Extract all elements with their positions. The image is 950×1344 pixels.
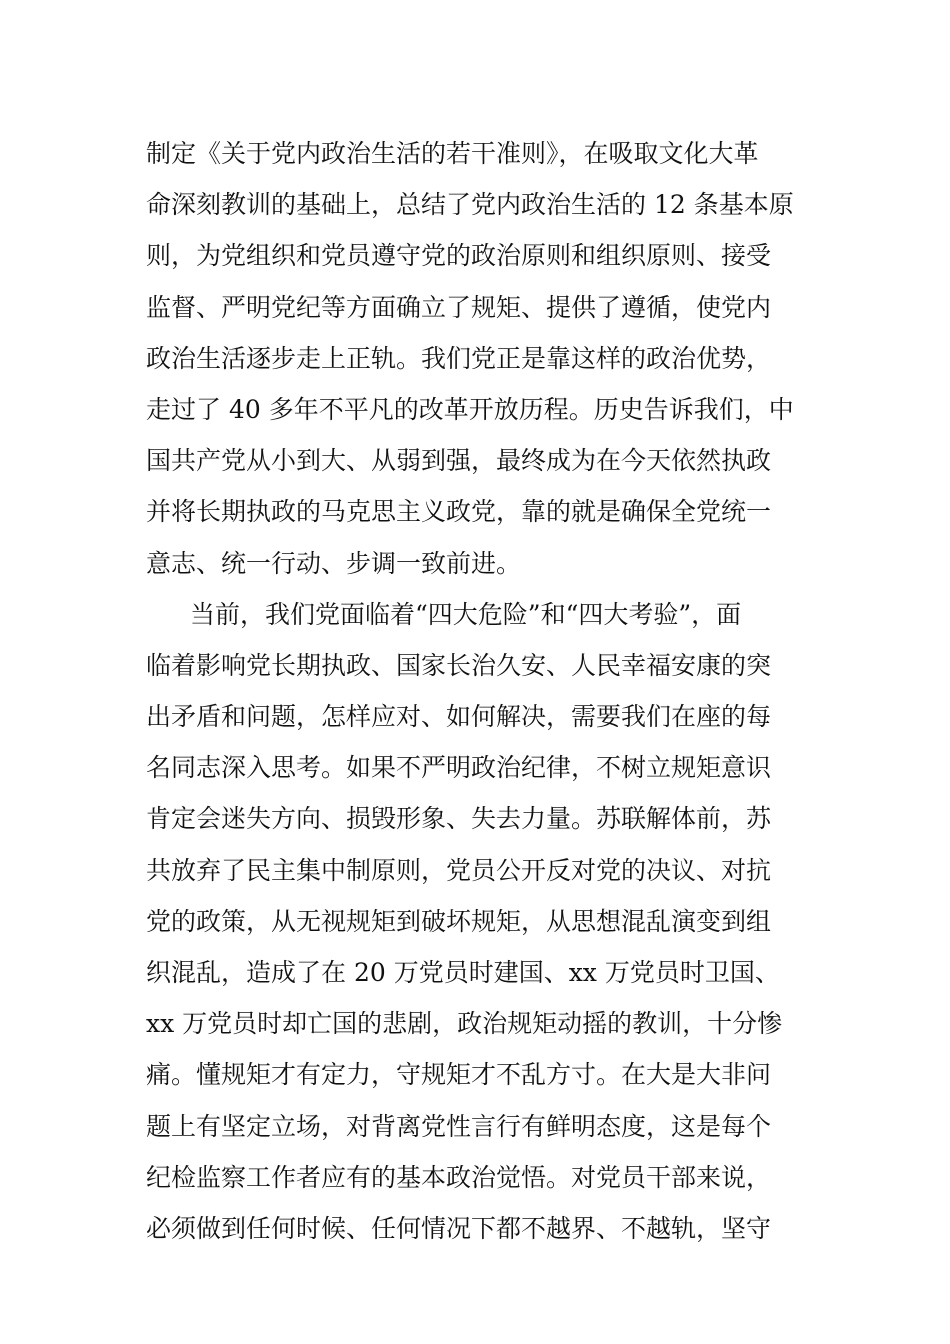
text-line: 织混乱，造成了在 20 万党员时建国、xx 万党员时卫国、	[146, 958, 780, 987]
text-line: 必须做到任何时候、任何情况下都不越界、不越轨，坚守	[146, 1213, 772, 1243]
text-line: 监督、严明党纪等方面确立了规矩、提供了遵循，使党内	[146, 292, 772, 322]
body-text	[146, 128, 810, 1254]
text-line: 临着影响党长期执政、国家长治久安、人民幸福安康的突	[146, 650, 772, 680]
text-line: 共放弃了民主集中制原则，党员公开反对党的决议、对抗	[146, 855, 772, 885]
text-line: 则，为党组织和党员遵守党的政治原则和组织原则、接受	[146, 241, 772, 271]
text-line: 命深刻教训的基础上，总结了党内政治生活的 12 条基本原	[146, 190, 794, 220]
text-line: 制定《关于党内政治生活的若干准则》，在吸取文化大革	[146, 139, 759, 168]
text-line: 国共产党从小到大、从弱到强，最终成为在今天依然执政	[146, 446, 772, 476]
text-line: 肯定会迷失方向、损毁形象、失去力量。苏联解体前，苏	[146, 804, 772, 834]
text-line: 名同志深入思考。如果不严明政治纪律，不树立规矩意识	[146, 753, 772, 783]
text-line: 意志、统一行动、步调一致前进。	[146, 548, 522, 578]
text-line: xx 万党员时却亡国的悲剧，政治规矩动摇的教训，十分惨	[146, 1009, 783, 1039]
text-line: 痛。懂规矩才有定力，守规矩才不乱方寸。在大是大非问	[146, 1060, 772, 1090]
text-line: 并将长期执政的马克思主义政党，靠的就是确保全党统一	[146, 497, 772, 527]
paragraph-first-line: 当前，我们党面临着“四大危险”和“四大考验”，面	[190, 599, 742, 629]
text-line: 出矛盾和问题，怎样应对、如何解决，需要我们在座的每	[146, 702, 772, 732]
text-line: 政治生活逐步走上正轨。我们党正是靠这样的政治优势，	[146, 343, 772, 373]
text-line: 题上有坚定立场，对背离党性言行有鲜明态度，这是每个	[146, 1111, 772, 1141]
text-line: 党的政策，从无视规矩到破坏规矩，从思想混乱演变到组	[146, 906, 772, 936]
text-line: 走过了 40 多年不平凡的改革开放历程。历史告诉我们，中	[146, 394, 794, 424]
text-line: 纪检监察工作者应有的基本政治觉悟。对党员干部来说，	[146, 1162, 772, 1192]
